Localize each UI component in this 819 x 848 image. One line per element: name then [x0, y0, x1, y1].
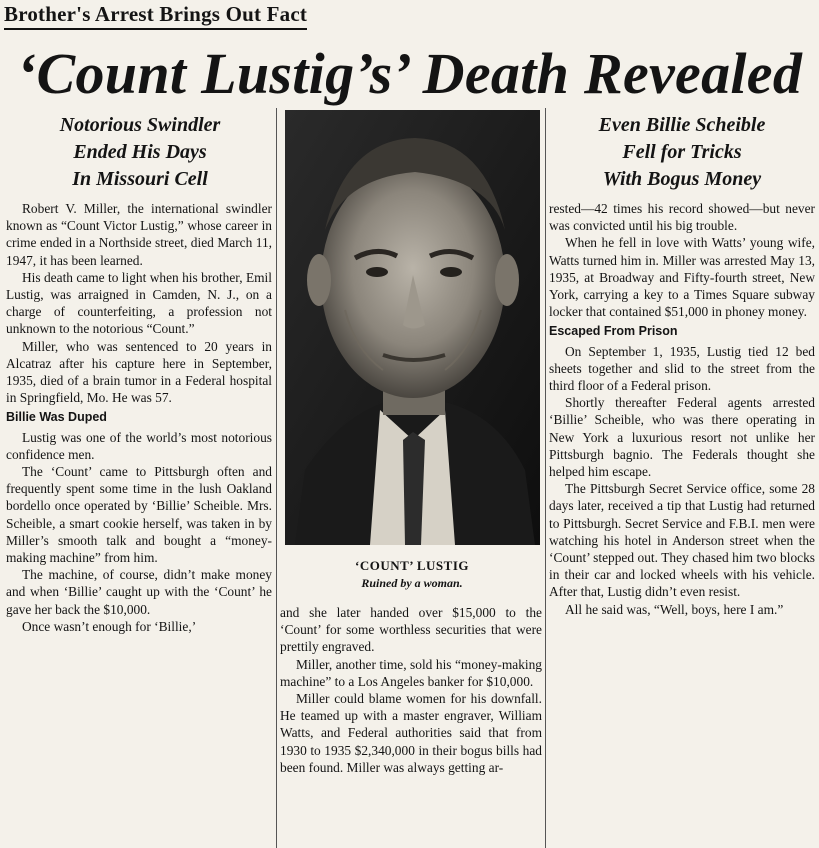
deck-left — [6, 112, 274, 193]
column-rule — [545, 108, 546, 848]
paragraph: The machine, of course, didn’t make money and when ‘Billie’ caught up with the ‘Count’ he gave her back the $10,000. — [6, 567, 272, 617]
paragraph: rested—42 times his record showed—but never was convicted until his big trouble. — [549, 201, 815, 234]
main-headline: ‘Count Lustig’s’ Death Revealed — [16, 41, 803, 106]
column-right — [549, 200, 815, 618]
subhead: Billie Was Duped — [6, 410, 107, 425]
kicker-headline: Brother's Arrest Brings Out Fact — [4, 2, 307, 30]
deck-right-line: Fell for Tricks — [622, 141, 742, 163]
paragraph: Robert V. Miller, the international swindler known as “Count Victor Lustig,” whose career in crime ended in a Northside street, died March 11, 1947, it has been learned. — [6, 201, 272, 268]
deck-left-line: In Missouri Cell — [72, 168, 208, 190]
paragraph: Shortly thereafter Federal agents arrested ‘Billie’ Scheible, who was there operating in New York a luxurious resort not unlike her Pittsburgh bagnio. The Federals thought she helped him escape. — [549, 395, 815, 480]
paragraph: His death came to light when his brother, Emil Lustig, was arraigned in Camden, N. J., on a charge of counterfeiting, a profession not unknown to the notorious “Count.” — [6, 269, 272, 337]
paragraph: On September 1, 1935, Lustig tied 12 bed sheets together and slid to the street from the third floor of a Federal prison. — [549, 343, 815, 394]
deck-right-line: Even Billie Scheible — [598, 114, 766, 136]
photo-caption-line: Ruined by a woman. — [361, 576, 463, 590]
paragraph: The Pittsburgh Secret Service office, some 28 days later, received a tip that Lustig had returned to Pittsburgh. Secret Service and F.B.I. men were watching his hotel in Anderson street when the ‘Count’ stepped out. They chased him two blocks in their car and locked wheels with his vehicle. After that, Lustig didn’t even resist. — [549, 481, 815, 600]
paragraph: The ‘Count’ came to Pittsburgh often and frequently spent some time in the lush Oakland bordello once operated by ‘Billie’ Scheible. Mrs. Scheible, a smart cookie herself, was taken in by Miller’s smooth talk and bought a “money-making machine” from him. — [6, 464, 272, 566]
deck-left-line: Ended His Days — [73, 141, 207, 163]
paragraph: Miller could blame women for his downfall. He teamed up with a master engraver, William Watts, and Federal authorities said that from 1930 to 1935 $2,340,000 in their bogus bills had been found. Miller was always getting ar- — [280, 691, 542, 775]
subhead: Escaped From Prison — [549, 324, 678, 339]
deck-left-line: Notorious Swindler — [59, 114, 221, 136]
column-middle — [280, 604, 542, 776]
column-left — [6, 200, 272, 635]
paragraph: All he said was, “Well, boys, here I am.” — [565, 601, 784, 617]
paragraph: Lustig was one of the world’s most notorious confidence men. — [6, 429, 272, 462]
portrait-image — [285, 110, 540, 545]
deck-right — [546, 112, 818, 193]
paragraph: Once wasn’t enough for ‘Billie,’ — [22, 618, 197, 634]
deck-right-line: With Bogus Money — [602, 168, 762, 190]
portrait-photo — [285, 110, 540, 545]
column-rule — [276, 108, 277, 848]
photo-caption-name: ‘COUNT’ LUSTIG — [354, 558, 470, 573]
paragraph: and she later handed over $15,000 to the ‘Count’ for some worthless securities that were prettily engraved. — [280, 605, 542, 655]
paragraph: Miller, who was sentenced to 20 years in Alcatraz after his capture here in September, 1935, died of a brain tumor in a Federal hospital in Springfield, Mo. He was 57. — [6, 338, 272, 406]
paragraph: When he fell in love with Watts’ young wife, Watts turned him in. Miller was arrested May 13, 1935, at Broadway and Fifty-fourth street, New York, carrying a key to a Times Square subway locker that contained $51,000 in phoney money. — [549, 235, 815, 320]
paragraph: Miller, another time, sold his “money-making machine” to a Los Angeles banker for $10,000. — [280, 656, 542, 689]
